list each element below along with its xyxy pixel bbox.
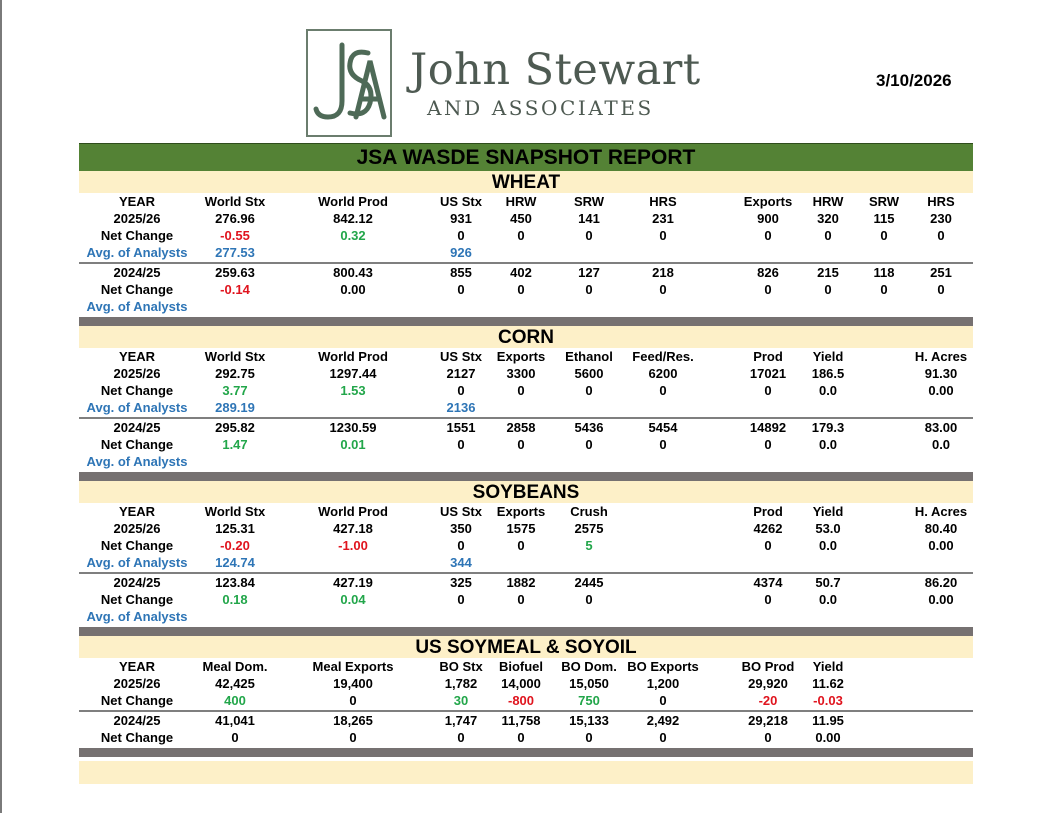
jsa-logo <box>306 29 392 137</box>
page-left-border <box>0 0 2 813</box>
year-row <box>79 712 973 729</box>
table-cell: 259.63 <box>215 265 255 280</box>
table-cell: 19,400 <box>333 676 373 691</box>
table-cell: 3300 <box>506 366 536 381</box>
column-header: YEAR <box>118 504 156 519</box>
table-cell: 2445 <box>574 575 604 590</box>
column-header: US Stx <box>440 504 482 519</box>
table-cell: 2127 <box>446 366 476 381</box>
row-label: Net Change <box>100 730 174 745</box>
table-cell: 0 <box>764 730 772 745</box>
table-cell: 0.00 <box>928 592 954 607</box>
table-cell: 0 <box>659 282 667 297</box>
table-cell: 0.00 <box>340 282 366 297</box>
table-cell: 1,782 <box>444 676 478 691</box>
row-label: Avg. of Analysts <box>86 555 188 570</box>
table-cell: 2575 <box>574 521 604 536</box>
column-header: Exports <box>496 504 546 519</box>
brand-name: John Stewart <box>410 45 701 95</box>
table-cell: 5436 <box>574 420 604 435</box>
row-label: Net Change <box>100 228 174 243</box>
table-cell: 50.7 <box>815 575 841 590</box>
wasde-report-table <box>79 143 973 784</box>
table-cell: 1.47 <box>222 437 248 452</box>
table-cell: 29,218 <box>748 713 788 728</box>
table-cell: 0 <box>517 592 525 607</box>
row-label: 2025/26 <box>113 366 161 381</box>
section-soymeal <box>79 636 973 757</box>
table-cell: 0.0 <box>818 383 838 398</box>
column-header: Exports <box>496 349 546 364</box>
row-label: 2024/25 <box>113 265 161 280</box>
analyst-row <box>79 298 973 315</box>
table-cell: 1,747 <box>444 713 478 728</box>
row-label: Avg. of Analysts <box>86 245 188 260</box>
table-cell: 427.18 <box>333 521 373 536</box>
column-header-row <box>79 193 973 210</box>
table-cell: 14,000 <box>501 676 541 691</box>
column-header: HRW <box>812 194 844 209</box>
table-cell: 0 <box>659 730 667 745</box>
jsa-monogram-icon <box>308 31 390 135</box>
year-row <box>79 675 973 692</box>
table-cell: 0.0 <box>818 538 838 553</box>
table-cell: 0 <box>764 282 772 297</box>
table-cell: 350 <box>450 521 472 536</box>
column-header: World Prod <box>318 194 388 209</box>
table-cell: 0 <box>880 228 888 243</box>
table-cell: 29,920 <box>748 676 788 691</box>
column-header: HRW <box>505 194 537 209</box>
column-header-row <box>79 658 973 675</box>
table-cell: 80.40 <box>924 521 958 536</box>
table-cell: 83.00 <box>924 420 958 435</box>
brand-subtitle: AND ASSOCIATES <box>427 96 654 120</box>
table-cell: 86.20 <box>924 575 958 590</box>
table-cell: 0 <box>937 228 945 243</box>
year-row <box>79 365 973 382</box>
net-change-row <box>79 591 973 608</box>
table-cell: 6200 <box>648 366 678 381</box>
table-cell: 0.0 <box>818 592 838 607</box>
table-cell: 0 <box>764 538 772 553</box>
table-cell: 0 <box>585 437 593 452</box>
column-header: Meal Dom. <box>202 659 268 674</box>
table-cell: 277.53 <box>215 245 255 260</box>
table-cell: 17021 <box>749 366 787 381</box>
table-cell: 0 <box>349 693 357 708</box>
column-header: BO Exports <box>627 659 699 674</box>
table-cell: 0.32 <box>340 228 366 243</box>
table-cell: 5454 <box>648 420 678 435</box>
section-title: SOYBEANS <box>79 481 973 503</box>
column-header: SRW <box>573 194 605 209</box>
table-cell: 179.3 <box>811 420 845 435</box>
section-title: CORN <box>79 326 973 348</box>
table-cell: -0.55 <box>220 228 250 243</box>
column-header: Feed/Res. <box>632 349 694 364</box>
table-cell: 0 <box>585 592 593 607</box>
table-cell: 53.0 <box>815 521 841 536</box>
table-cell: 750 <box>578 693 600 708</box>
row-label: Avg. of Analysts <box>86 609 188 624</box>
section-separator <box>79 748 973 757</box>
year-row <box>79 264 973 281</box>
table-cell: -0.14 <box>220 282 250 297</box>
table-cell: 251 <box>930 265 952 280</box>
table-cell: 3.77 <box>222 383 248 398</box>
row-label: Avg. of Analysts <box>86 400 188 415</box>
year-row <box>79 210 973 227</box>
report-sections <box>79 171 973 757</box>
table-cell: 0 <box>659 437 667 452</box>
table-cell: 0 <box>457 282 465 297</box>
table-cell: 11.95 <box>812 713 844 728</box>
row-label: Avg. of Analysts <box>86 299 188 314</box>
table-cell: 0 <box>659 228 667 243</box>
column-header: Ethanol <box>565 349 613 364</box>
table-cell: 0 <box>457 538 465 553</box>
table-cell: 125.31 <box>215 521 255 536</box>
row-label: Avg. of Analysts <box>86 454 188 469</box>
table-cell: 0 <box>824 282 832 297</box>
table-cell: 0.0 <box>818 437 838 452</box>
table-cell: 0.00 <box>815 730 841 745</box>
table-cell: 0 <box>517 538 525 553</box>
row-label: Net Change <box>100 592 174 607</box>
table-cell: 18,265 <box>333 713 373 728</box>
section-title: US SOYMEAL & SOYOIL <box>79 636 973 658</box>
table-cell: -800 <box>507 693 535 708</box>
section-separator <box>79 472 973 481</box>
table-cell: 14892 <box>749 420 787 435</box>
table-cell: 15,133 <box>569 713 609 728</box>
table-cell: 4262 <box>753 521 783 536</box>
year-row <box>79 574 973 591</box>
table-cell: 0 <box>937 282 945 297</box>
table-cell: 186.5 <box>811 366 845 381</box>
table-cell: 0 <box>231 730 239 745</box>
table-cell: -0.20 <box>220 538 250 553</box>
column-header: BO Prod <box>741 659 795 674</box>
table-cell: 0 <box>880 282 888 297</box>
column-header: Prod <box>753 504 783 519</box>
analyst-row <box>79 399 973 416</box>
column-header: YEAR <box>118 349 156 364</box>
table-cell: 842.12 <box>333 211 373 226</box>
column-header: World Prod <box>318 349 388 364</box>
table-cell: 1.53 <box>340 383 366 398</box>
table-cell: 124.74 <box>215 555 255 570</box>
net-change-row <box>79 537 973 554</box>
column-header: H. Acres <box>914 349 968 364</box>
table-cell: 123.84 <box>215 575 255 590</box>
table-cell: 1551 <box>446 420 476 435</box>
column-header: H. Acres <box>914 504 968 519</box>
table-cell: 230 <box>930 211 952 226</box>
table-cell: 931 <box>450 211 472 226</box>
table-cell: 800.43 <box>333 265 373 280</box>
table-cell: 127 <box>578 265 600 280</box>
table-cell: 0 <box>517 228 525 243</box>
table-cell: 0 <box>457 383 465 398</box>
table-cell: 1882 <box>506 575 536 590</box>
table-cell: 0 <box>517 437 525 452</box>
column-header-row <box>79 348 973 365</box>
column-header: YEAR <box>118 659 156 674</box>
table-cell: 2858 <box>506 420 536 435</box>
table-cell: 0 <box>659 383 667 398</box>
table-cell: 231 <box>652 211 674 226</box>
column-header: World Stx <box>204 504 266 519</box>
table-cell: 0 <box>659 693 667 708</box>
table-cell: 900 <box>757 211 779 226</box>
column-header: BO Dom. <box>561 659 617 674</box>
table-cell: 2136 <box>446 400 476 415</box>
net-change-row <box>79 436 973 453</box>
table-cell: 325 <box>450 575 472 590</box>
year-row <box>79 419 973 436</box>
table-cell: 215 <box>817 265 839 280</box>
analyst-row <box>79 244 973 261</box>
column-header: Yield <box>812 504 844 519</box>
row-label: Net Change <box>100 383 174 398</box>
report-date: 3/10/2026 <box>876 71 952 90</box>
table-cell: 0 <box>517 383 525 398</box>
table-cell: 427.19 <box>333 575 373 590</box>
table-cell: 4374 <box>753 575 783 590</box>
table-cell: 0 <box>349 730 357 745</box>
table-cell: 0 <box>517 282 525 297</box>
table-cell: 0 <box>764 383 772 398</box>
row-label: Net Change <box>100 437 174 452</box>
row-label: 2025/26 <box>113 211 161 226</box>
row-label: Net Change <box>100 282 174 297</box>
table-cell: -20 <box>758 693 778 708</box>
table-cell: 0.01 <box>340 437 366 452</box>
table-cell: -1.00 <box>338 538 368 553</box>
table-cell: 141 <box>578 211 600 226</box>
row-label: 2025/26 <box>113 521 161 536</box>
analyst-row <box>79 453 973 470</box>
table-cell: 0 <box>457 228 465 243</box>
table-cell: 11.62 <box>812 676 844 691</box>
table-cell: 1230.59 <box>329 420 377 435</box>
column-header: HRS <box>649 194 677 209</box>
column-header: HRS <box>927 194 955 209</box>
table-cell: 402 <box>510 265 532 280</box>
table-cell: 11,758 <box>501 713 541 728</box>
column-header: Yield <box>812 349 844 364</box>
table-cell: 450 <box>510 211 532 226</box>
net-change-row <box>79 281 973 298</box>
table-cell: 0 <box>457 730 465 745</box>
table-cell: 218 <box>652 265 674 280</box>
table-cell: 0 <box>764 228 772 243</box>
table-cell: 289.19 <box>215 400 255 415</box>
table-cell: 926 <box>450 245 472 260</box>
table-cell: 0.18 <box>222 592 248 607</box>
analyst-row <box>79 554 973 571</box>
table-cell: 15,050 <box>569 676 609 691</box>
table-cell: 0 <box>764 437 772 452</box>
row-label: 2024/25 <box>113 713 161 728</box>
table-cell: 344 <box>450 555 472 570</box>
table-cell: 30 <box>453 693 469 708</box>
table-cell: 2,492 <box>646 713 680 728</box>
column-header: US Stx <box>440 349 482 364</box>
table-cell: 0 <box>585 282 593 297</box>
net-change-row <box>79 382 973 399</box>
column-header: World Stx <box>204 349 266 364</box>
table-cell: 5600 <box>574 366 604 381</box>
table-cell: 292.75 <box>215 366 255 381</box>
section-soybeans <box>79 481 973 636</box>
table-cell: 115 <box>873 211 895 226</box>
table-cell: 0 <box>517 730 525 745</box>
column-header: Crush <box>570 504 608 519</box>
column-header: Meal Exports <box>312 659 394 674</box>
table-cell: 42,425 <box>215 676 255 691</box>
row-label: 2024/25 <box>113 420 161 435</box>
table-cell: 0.0 <box>931 437 951 452</box>
column-header: Biofuel <box>498 659 544 674</box>
column-header: Yield <box>812 659 844 674</box>
column-header: Exports <box>743 194 793 209</box>
column-header: Prod <box>753 349 783 364</box>
column-header-row <box>79 503 973 520</box>
column-header: World Prod <box>318 504 388 519</box>
table-cell: 0.04 <box>340 592 366 607</box>
table-cell: 1575 <box>506 521 536 536</box>
table-cell: 0 <box>764 592 772 607</box>
column-header: US Stx <box>440 194 482 209</box>
table-cell: 41,041 <box>215 713 255 728</box>
table-cell: 0 <box>585 730 593 745</box>
row-label: Net Change <box>100 538 174 553</box>
table-cell: 0 <box>824 228 832 243</box>
section-wheat <box>79 171 973 326</box>
row-label: 2025/26 <box>113 676 161 691</box>
table-cell: 0 <box>457 592 465 607</box>
table-cell: 0 <box>457 437 465 452</box>
section-separator <box>79 317 973 326</box>
column-header: SRW <box>868 194 900 209</box>
table-cell: 400 <box>224 693 246 708</box>
analyst-row <box>79 608 973 625</box>
table-cell: -0.03 <box>813 693 843 708</box>
table-cell: 0.00 <box>928 538 954 553</box>
table-cell: 295.82 <box>215 420 255 435</box>
column-header: BO Stx <box>439 659 483 674</box>
table-cell: 0 <box>585 383 593 398</box>
section-title: WHEAT <box>79 171 973 193</box>
table-cell: 91.30 <box>924 366 958 381</box>
table-cell: 276.96 <box>215 211 255 226</box>
column-header: World Stx <box>204 194 266 209</box>
table-cell: 118 <box>873 265 895 280</box>
table-cell: 855 <box>450 265 472 280</box>
table-cell: 320 <box>817 211 839 226</box>
section-separator <box>79 627 973 636</box>
table-cell: 1,200 <box>646 676 680 691</box>
net-change-row <box>79 227 973 244</box>
net-change-row <box>79 692 973 709</box>
table-cell: 1297.44 <box>329 366 377 381</box>
table-cell: 0 <box>585 228 593 243</box>
report-footer-band <box>79 761 973 784</box>
column-header: YEAR <box>118 194 156 209</box>
row-label: 2024/25 <box>113 575 161 590</box>
table-cell: 826 <box>757 265 779 280</box>
year-row <box>79 520 973 537</box>
net-change-row <box>79 729 973 746</box>
row-label: Net Change <box>100 693 174 708</box>
section-corn <box>79 326 973 481</box>
table-cell: 5 <box>585 538 593 553</box>
report-title: JSA WASDE SNAPSHOT REPORT <box>79 143 973 171</box>
table-cell: 0.00 <box>928 383 954 398</box>
